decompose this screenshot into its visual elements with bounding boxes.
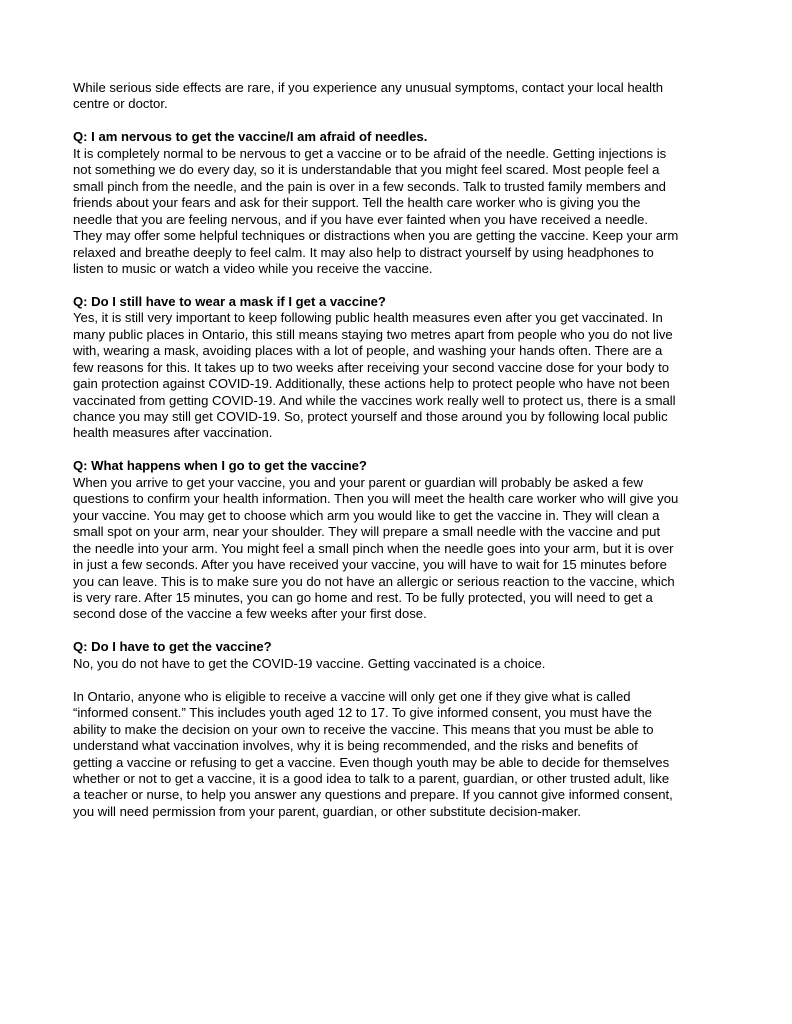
faq-answer: It is completely normal to be nervous to get a vaccine or to be afraid of the needle. Getting injections is not something we do every day, so it is understandable that you might feel scared. Most people feel a small pinch from the needle, and the pain is over in a few seconds. Talk to trusted family members and friends about your fears and ask for their support. Tell the health care worker who is giving you the needle that you are feeling nervous, and if you have ever fainted when you have received a needle. They may offer some helpful techniques or distractions when you are getting the vaccine. Keep your arm relaxed and breathe deeply to feel calm. It may also help to distract yourself by using headphones to listen to music or watch a video while you receive the vaccine. xyxy=(73,145,679,276)
faq-question: Q: I am nervous to get the vaccine/I am afraid of needles. xyxy=(73,129,428,145)
faq-question: Q: Do I have to get the vaccine? xyxy=(73,639,272,655)
faq-question: Q: Do I still have to wear a mask if I get a vaccine? xyxy=(73,293,386,309)
informed-consent-paragraph: In Ontario, anyone who is eligible to receive a vaccine will only get one if they give what is called “informed consent.” This includes youth aged 12 to 17. To give informed consent, you must have the ability to make the decision on your own to receive the vaccine. This means that you must be able to understand what vaccination involves, why it is being recommended, and the risks and benefits of getting a vaccine or refusing to get a vaccine. Even though youth may be able to decide for themselves whether or not to get a vaccine, it is a good idea to talk to a parent, guardian, or other trusted adult, like a teacher or nurse, to help you answer any questions and prepare. If you cannot give informed consent, you will need permission from your parent, guardian, or other substitute decision-maker. xyxy=(73,688,673,819)
intro-paragraph: While serious side effects are rare, if you experience any unusual symptoms, contact your local health centre or doctor. xyxy=(73,80,663,112)
faq-answer: No, you do not have to get the COVID-19 vaccine. Getting vaccinated is a choice. xyxy=(73,655,546,671)
faq-question: Q: What happens when I go to get the vaccine? xyxy=(73,458,367,474)
faq-answer: Yes, it is still very important to keep following public health measures even after you get vaccinated. In many public places in Ontario, this still means staying two metres apart from people who you do not live with, wearing a mask, avoiding places with a lot of people, and washing your hands often. There are a few reasons for this. It takes up to two weeks after receiving your second vaccine dose for your body to gain protection against COVID-19. Additionally, these actions help to protect people who have not been vaccinated from getting COVID-19. And while the vaccines work really well to protect us, there is a small chance you may still get COVID-19. So, protect yourself and those around you by following local public health measures after vaccination. xyxy=(73,310,676,441)
faq-answer: When you arrive to get your vaccine, you and your parent or guardian will probably be asked a few questions to confirm your health information. Then you will meet the health care worker who will give you your vaccine. You may get to choose which arm you would like to get the vaccine in. They will clean a small spot on your arm, near your shoulder. They will prepare a small needle with the vaccine and put the needle into your arm. You might feel a small pinch when the needle goes into your arm, but it is over in just a few seconds. After you have received your vaccine, you will have to wait for 15 minutes before you can leave. This is to make sure you do not have an allergic or serious reaction to the vaccine, which is very rare. After 15 minutes, you can go home and rest. To be fully protected, you will need to get a second dose of the vaccine a few weeks after your first dose. xyxy=(73,474,679,622)
faq-section-needles xyxy=(73,129,679,277)
faq-section-have-to xyxy=(73,639,679,672)
document-page xyxy=(73,80,679,837)
faq-section-what-happens xyxy=(73,458,679,623)
faq-section-mask xyxy=(73,294,679,442)
